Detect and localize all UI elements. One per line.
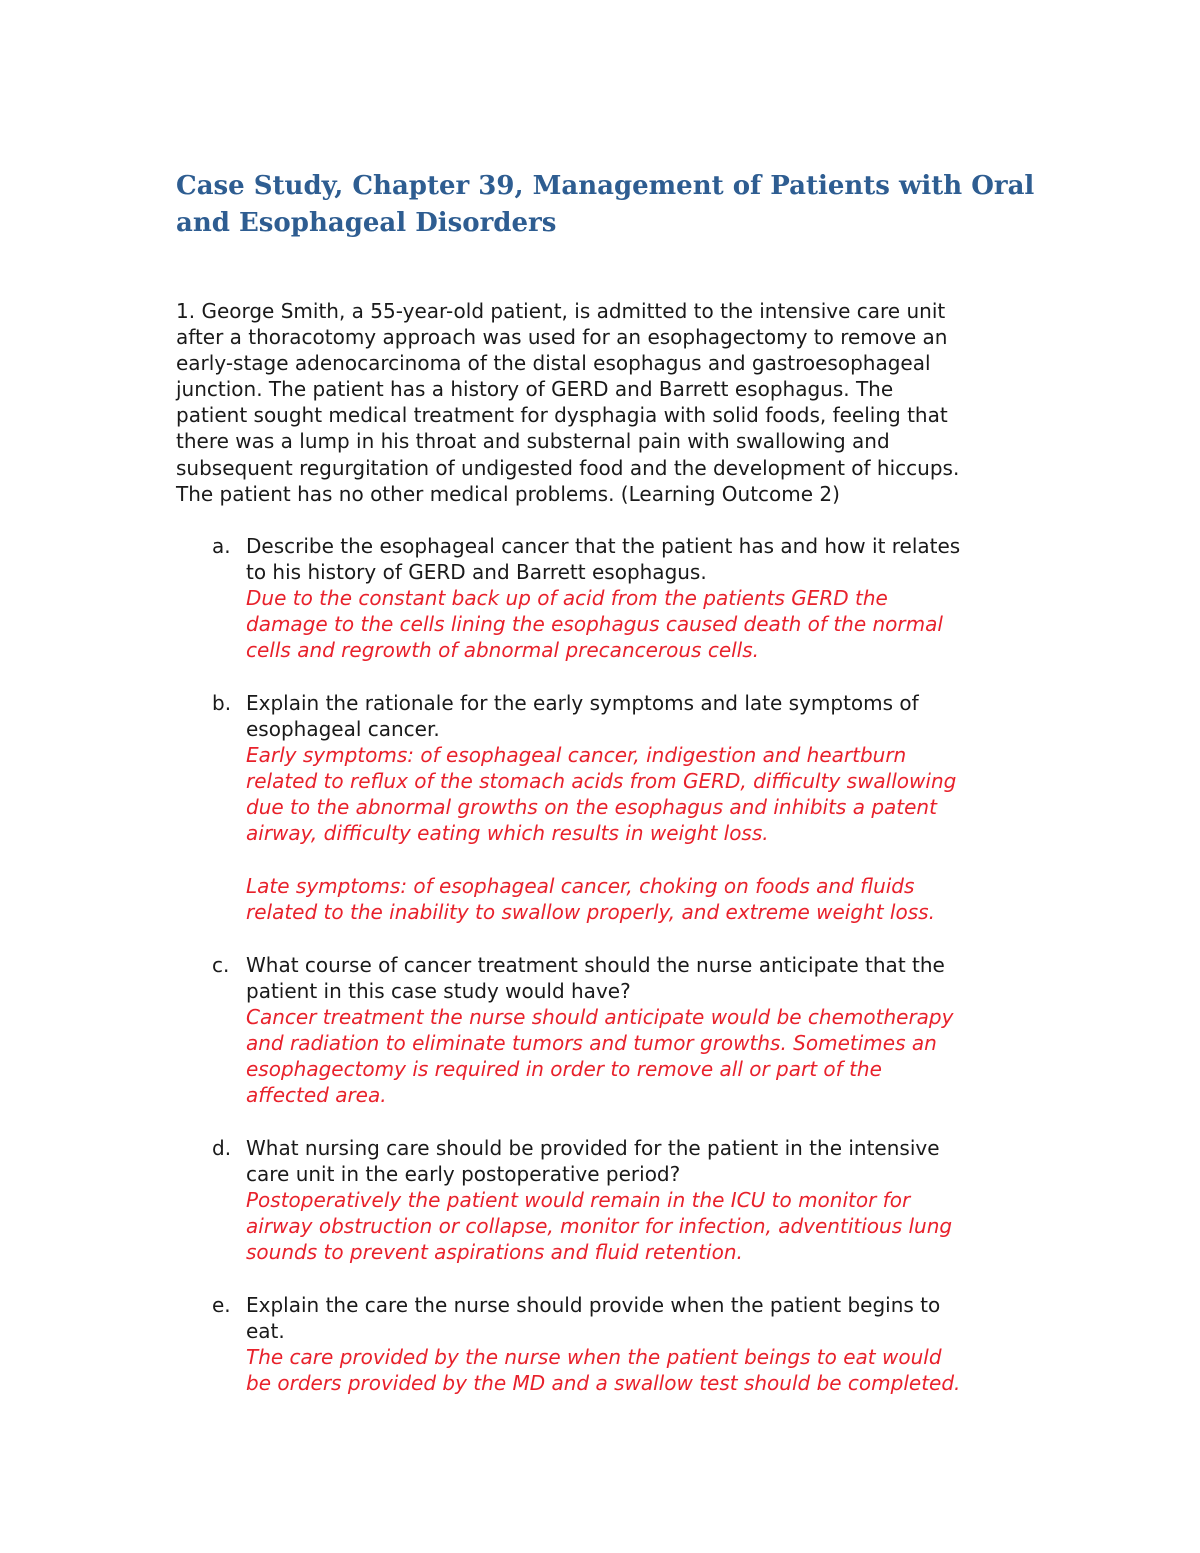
answer-line: related to the inability to swallow properly, and extreme weight loss. (246, 899, 935, 924)
intro-line: early-stage adenocarcinoma of the distal esophagus and gastroesophageal (176, 351, 931, 376)
answer-text (246, 1187, 1066, 1265)
question-text (246, 1135, 1066, 1187)
title-line: Case Study, Chapter 39, Management of Patients with Oral (176, 171, 1035, 201)
answer-line: and radiation to eliminate tumors and tumor growths. Sometimes an (246, 1031, 937, 1056)
question-line: Explain the care the nurse should provide when the patient begins to (246, 1293, 941, 1317)
answer-line: The care provided by the nurse when the patient beings to eat would (246, 1345, 942, 1370)
question-body (246, 1292, 1066, 1396)
question-line: Describe the esophageal cancer that the patient has and how it relates (246, 534, 961, 558)
question-letter: d. (212, 1136, 232, 1160)
answer-line: cells and regrowth of abnormal precancerous cells. (246, 638, 760, 663)
answer-line: Cancer treatment the nurse should anticipate would be chemotherapy (246, 1005, 954, 1030)
intro-line: after a thoracotomy approach was used for an esophagectomy to remove an (176, 325, 948, 350)
question-letter: e. (212, 1293, 231, 1317)
answer-line: Postoperatively the patient would remain in the ICU to monitor for (246, 1188, 911, 1213)
question-line: Explain the rationale for the early symptoms and late symptoms of (246, 691, 919, 715)
answer-line: related to reflux of the stomach acids from GERD, difficulty swallowing (246, 769, 957, 794)
answer-line: Early symptoms: of esophageal cancer, indigestion and heartburn (246, 743, 907, 768)
paragraph-gap (246, 847, 1066, 873)
answer-line: airway obstruction or collapse, monitor for infection, adventitious lung (246, 1214, 953, 1239)
document-title (176, 168, 1036, 242)
intro-line: there was a lump in his throat and substernal pain with swallowing and (176, 429, 890, 454)
intro-line: subsequent regurgitation of undigested food and the development of hiccups. (176, 455, 960, 480)
answer-text (246, 742, 1066, 925)
answer-line: Due to the constant back up of acid from the patients GERD the (246, 586, 888, 611)
question-text (246, 1292, 1066, 1344)
answer-line: be orders provided by the MD and a swallow test should be completed. (246, 1371, 961, 1396)
intro-line: 1. George Smith, a 55-year-old patient, is admitted to the intensive care unit (176, 299, 946, 323)
answer-line: affected area. (246, 1083, 387, 1108)
answer-line: esophagectomy is required in order to remove all or part of the (246, 1057, 882, 1082)
question-line: care unit in the early postoperative period? (246, 1162, 681, 1187)
intro-line: The patient has no other medical problems. (Learning Outcome 2) (176, 481, 840, 506)
question-body (246, 952, 1066, 1109)
question-text (246, 690, 1066, 742)
question-line: esophageal cancer. (246, 717, 440, 742)
answer-line: Late symptoms: of esophageal cancer, choking on foods and fluids (246, 873, 915, 898)
question-text (246, 533, 1066, 585)
question-line: patient in this case study would have? (246, 979, 631, 1004)
question-text (246, 952, 1066, 1004)
question-body (246, 1135, 1066, 1265)
question-letter: a. (212, 534, 231, 558)
question-line: What nursing care should be provided for the patient in the intensive (246, 1136, 940, 1160)
answer-line: due to the abnormal growths on the esophagus and inhibits a patent (246, 795, 937, 820)
answer-text (246, 1004, 1066, 1108)
title-line: and Esophageal Disorders (176, 208, 557, 238)
answer-line: airway, difficulty eating which results in weight loss. (246, 821, 769, 846)
question-line: to his history of GERD and Barrett esophagus. (246, 560, 707, 585)
question-body (246, 533, 1066, 663)
answer-line: sounds to prevent aspirations and fluid retention. (246, 1240, 743, 1265)
intro-line: patient sought medical treatment for dysphagia with solid foods, feeling that (176, 403, 948, 428)
question-letter: c. (212, 953, 230, 977)
question-line: What course of cancer treatment should the nurse anticipate that the (246, 953, 945, 977)
answer-text (246, 1344, 1066, 1396)
answer-line: damage to the cells lining the esophagus caused death of the normal (246, 612, 943, 637)
question-body (246, 690, 1066, 925)
case-intro-paragraph (176, 298, 1056, 507)
answer-text (246, 585, 1066, 663)
question-line: eat. (246, 1319, 285, 1344)
intro-line: junction. The patient has a history of GERD and Barrett esophagus. The (176, 377, 894, 402)
question-letter: b. (212, 691, 232, 715)
